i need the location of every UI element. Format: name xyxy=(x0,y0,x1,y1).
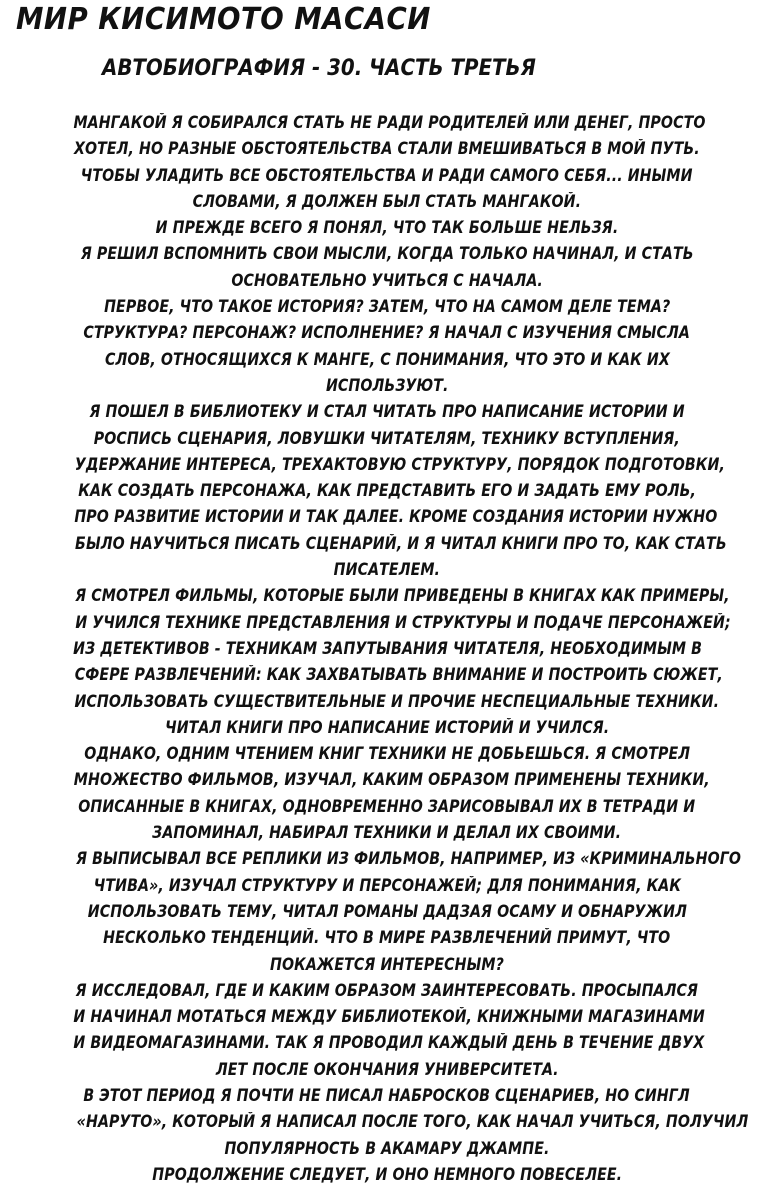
text-line-content: СЛОВАМИ, Я ДОЛЖЕН БЫЛ СТАТЬ МАНГАКОЙ. xyxy=(192,191,582,211)
text-line-content: ИСПОЛЬЗОВАТЬ СУЩЕСТВИТЕЛЬНЫЕ И ПРОЧИЕ НЕСПЕЦИАЛЬНЫЕ ТЕХНИКИ. xyxy=(74,691,720,711)
text-line xyxy=(22,1162,752,1188)
text-line xyxy=(22,1057,752,1083)
text-line xyxy=(22,110,752,136)
text-line-content: И ВИДЕОМАГАЗИНАМИ. ТАК Я ПРОВОДИЛ КАЖДЫЙ ДЕНЬ В ТЕЧЕНИЕ ДВУХ xyxy=(73,1033,705,1053)
text-line xyxy=(22,925,752,951)
text-line xyxy=(22,478,752,504)
text-line xyxy=(22,557,752,583)
text-line xyxy=(22,952,752,978)
text-line xyxy=(22,1004,752,1030)
text-line xyxy=(22,846,752,872)
text-line-content: ЧИТАЛ КНИГИ ПРО НАПИСАНИЕ ИСТОРИЙ И УЧИЛСЯ. xyxy=(164,717,610,737)
text-line-content: УДЕРЖАНИЕ ИНТЕРЕСА, ТРЕХАКТОВУЮ СТРУКТУРУ, ПОРЯДОК ПОДГОТОВКИ, xyxy=(74,454,725,474)
text-line-content: ИСПОЛЬЗОВАТЬ ТЕМУ, ЧИТАЛ РОМАНЫ ДАДЗАЯ ОСАМУ И ОБНАРУЖИЛ xyxy=(87,901,687,921)
text-line xyxy=(22,504,752,530)
text-line xyxy=(22,899,752,925)
text-line xyxy=(22,426,752,452)
text-line-content: И ПРЕЖДЕ ВСЕГО Я ПОНЯЛ, ЧТО ТАК БОЛЬШЕ НЕЛЬЗЯ. xyxy=(155,218,619,238)
text-line-content: ОСНОВАТЕЛЬНО УЧИТЬСЯ С НАЧАЛА. xyxy=(231,270,543,290)
text-line-content: И НАЧИНАЛ МОТАТЬСЯ МЕЖДУ БИБЛИОТЕКОЙ, КНИЖНЫМИ МАГАЗИНАМИ xyxy=(73,1007,705,1027)
text-line xyxy=(22,662,752,688)
text-line xyxy=(22,741,752,767)
text-line-content: «НАРУТО», КОТОРЫЙ Я НАПИСАЛ ПОСЛЕ ТОГО, КАК НАЧАЛ УЧИТЬСЯ, ПОЛУЧИЛ xyxy=(76,1112,749,1132)
text-line-content: СТРУКТУРА? ПЕРСОНАЖ? ИСПОЛНЕНИЕ? Я НАЧАЛ С ИЗУЧЕНИЯ СМЫСЛА xyxy=(83,323,691,343)
page-subtitle: АВТОБИОГРАФИЯ - 30. ЧАСТЬ ТРЕТЬЯ xyxy=(102,56,536,81)
text-line xyxy=(22,294,752,320)
text-line xyxy=(22,1030,752,1056)
text-line xyxy=(22,794,752,820)
text-line xyxy=(22,636,752,662)
text-line-content: ЗАПОМИНАЛ, НАБИРАЛ ТЕХНИКИ И ДЕЛАЛ ИХ СВОИМИ. xyxy=(152,823,622,843)
text-line-content: И УЧИЛСЯ ТЕХНИКЕ ПРЕДСТАВЛЕНИЯ И СТРУКТУРЫ И ПОДАЧЕ ПЕРСОНАЖЕЙ; xyxy=(75,612,731,632)
text-line xyxy=(22,820,752,846)
text-line-content: ПОКАЖЕТСЯ ИНТЕРЕСНЫМ? xyxy=(270,954,504,974)
text-line-content: Я ПОШЕЛ В БИБЛИОТЕКУ И СТАЛ ЧИТАТЬ ПРО НАПИСАНИЕ ИСТОРИИ И xyxy=(89,402,685,422)
text-line-content: Я ИССЛЕДОВАЛ, ГДЕ И КАКИМ ОБРАЗОМ ЗАИНТЕРЕСОВАТЬ. ПРОСЫПАЛСЯ xyxy=(75,980,699,1000)
text-line xyxy=(22,373,752,399)
text-line xyxy=(22,347,752,373)
text-line-content: Я СМОТРЕЛ ФИЛЬМЫ, КОТОРЫЕ БЫЛИ ПРИВЕДЕНЫ В КНИГАХ КАК ПРИМЕРЫ, xyxy=(75,586,730,606)
text-line xyxy=(22,1136,752,1162)
text-line xyxy=(22,136,752,162)
text-line xyxy=(22,715,752,741)
text-line xyxy=(22,215,752,241)
text-line xyxy=(22,689,752,715)
text-line-content: ПРОДОЛЖЕНИЕ СЛЕДУЕТ, И ОНО НЕМНОГО ПОВЕСЕЛЕЕ. xyxy=(152,1164,622,1184)
text-line-content: В ЭТОТ ПЕРИОД Я ПОЧТИ НЕ ПИСАЛ НАБРОСКОВ СЦЕНАРИЕВ, НО СИНГЛ xyxy=(83,1085,691,1105)
text-line-content: СЛОВ, ОТНОСЯЩИХСЯ К МАНГЕ, С ПОНИМАНИЯ, ЧТО ЭТО И КАК ИХ xyxy=(104,349,670,369)
text-line-content: НЕСКОЛЬКО ТЕНДЕНЦИЙ. ЧТО В МИРЕ РАЗВЛЕЧЕНИЙ ПРИМУТ, ЧТО xyxy=(103,928,671,948)
text-line xyxy=(22,978,752,1004)
text-line-content: ЧТОБЫ УЛАДИТЬ ВСЕ ОБСТОЯТЕЛЬСТВА И РАДИ САМОГО СЕБЯ... ИНЫМИ xyxy=(81,165,693,185)
text-line xyxy=(22,241,752,267)
text-line xyxy=(22,873,752,899)
text-line-content: БЫЛО НАУЧИТЬСЯ ПИСАТЬ СЦЕНАРИЙ, И Я ЧИТАЛ КНИГИ ПРО ТО, КАК СТАТЬ xyxy=(75,533,727,553)
text-line-content: ИЗ ДЕТЕКТИВОВ - ТЕХНИКАМ ЗАПУТЫВАНИЯ ЧИТАТЕЛЯ, НЕОБХОДИМЫМ В xyxy=(73,638,703,658)
text-line-content: ИСПОЛЬЗУЮТ. xyxy=(325,375,449,395)
page-title: МИР КИСИМОТО МАСАСИ xyxy=(16,2,431,37)
text-line xyxy=(22,320,752,346)
text-line-content: ПЕРВОЕ, ЧТО ТАКОЕ ИСТОРИЯ? ЗАТЕМ, ЧТО НА САМОМ ДЕЛЕ ТЕМА? xyxy=(103,297,671,317)
text-line xyxy=(22,452,752,478)
text-line-content: ОДНАКО, ОДНИМ ЧТЕНИЕМ КНИГ ТЕХНИКИ НЕ ДОБЬЕШЬСЯ. Я СМОТРЕЛ xyxy=(84,744,690,764)
text-line-content: ПРО РАЗВИТИЕ ИСТОРИИ И ТАК ДАЛЕЕ. КРОМЕ СОЗДАНИЯ ИСТОРИИ НУЖНО xyxy=(74,507,718,527)
text-line xyxy=(22,531,752,557)
text-line-content: ЧТИВА», ИЗУЧАЛ СТРУКТУРУ И ПЕРСОНАЖЕЙ; ДЛЯ ПОНИМАНИЯ, КАК xyxy=(93,875,681,895)
text-line-content: ЛЕТ ПОСЛЕ ОКОНЧАНИЯ УНИВЕРСИТЕТА. xyxy=(215,1059,559,1079)
text-line-content: МНОЖЕСТВО ФИЛЬМОВ, ИЗУЧАЛ, КАКИМ ОБРАЗОМ ПРИМЕНЕНЫ ТЕХНИКИ, xyxy=(73,770,710,790)
text-line-content: КАК СОЗДАТЬ ПЕРСОНАЖА, КАК ПРЕДСТАВИТЬ ЕГО И ЗАДАТЬ ЕМУ РОЛЬ, xyxy=(78,481,696,501)
text-line-content: Я ВЫПИСЫВАЛ ВСЕ РЕПЛИКИ ИЗ ФИЛЬМОВ, НАПРИМЕР, ИЗ «КРИМИНАЛЬНОГО xyxy=(76,849,742,869)
text-line-content: МАНГАКОЙ Я СОБИРАЛСЯ СТАТЬ НЕ РАДИ РОДИТЕЛЕЙ ИЛИ ДЕНЕГ, ПРОСТО xyxy=(73,113,706,132)
text-line-content: СФЕРЕ РАЗВЛЕЧЕНИЙ: КАК ЗАХВАТЫВАТЬ ВНИМАНИЕ И ПОСТРОИТЬ СЮЖЕТ, xyxy=(74,665,723,685)
text-line xyxy=(22,610,752,636)
text-line-content: ХОТЕЛ, НО РАЗНЫЕ ОБСТОЯТЕЛЬСТВА СТАЛИ ВМЕШИВАТЬСЯ В МОЙ ПУТЬ. xyxy=(74,139,700,159)
text-line xyxy=(22,189,752,215)
text-line xyxy=(22,583,752,609)
text-line-content: РОСПИСЬ СЦЕНАРИЯ, ЛОВУШКИ ЧИТАТЕЛЯМ, ТЕХНИКУ ВСТУПЛЕНИЯ, xyxy=(93,428,681,448)
text-line-content: ОПИСАННЫЕ В КНИГАХ, ОДНОВРЕМЕННО ЗАРИСОВЫВАЛ ИХ В ТЕТРАДИ И xyxy=(78,796,696,816)
text-line xyxy=(22,767,752,793)
text-line xyxy=(22,1109,752,1135)
text-line xyxy=(22,163,752,189)
text-line-content: ПОПУЛЯРНОСТЬ В АКАМАРУ ДЖАМПЕ. xyxy=(224,1138,550,1158)
text-line xyxy=(22,268,752,294)
text-line xyxy=(22,399,752,425)
text-line xyxy=(22,1083,752,1109)
text-line-content: Я РЕШИЛ ВСПОМНИТЬ СВОИ МЫСЛИ, КОГДА ТОЛЬКО НАЧИНАЛ, И СТАТЬ xyxy=(80,244,694,264)
text-line-content: ПИСАТЕЛЕМ. xyxy=(333,560,441,580)
article-body xyxy=(22,110,752,1188)
